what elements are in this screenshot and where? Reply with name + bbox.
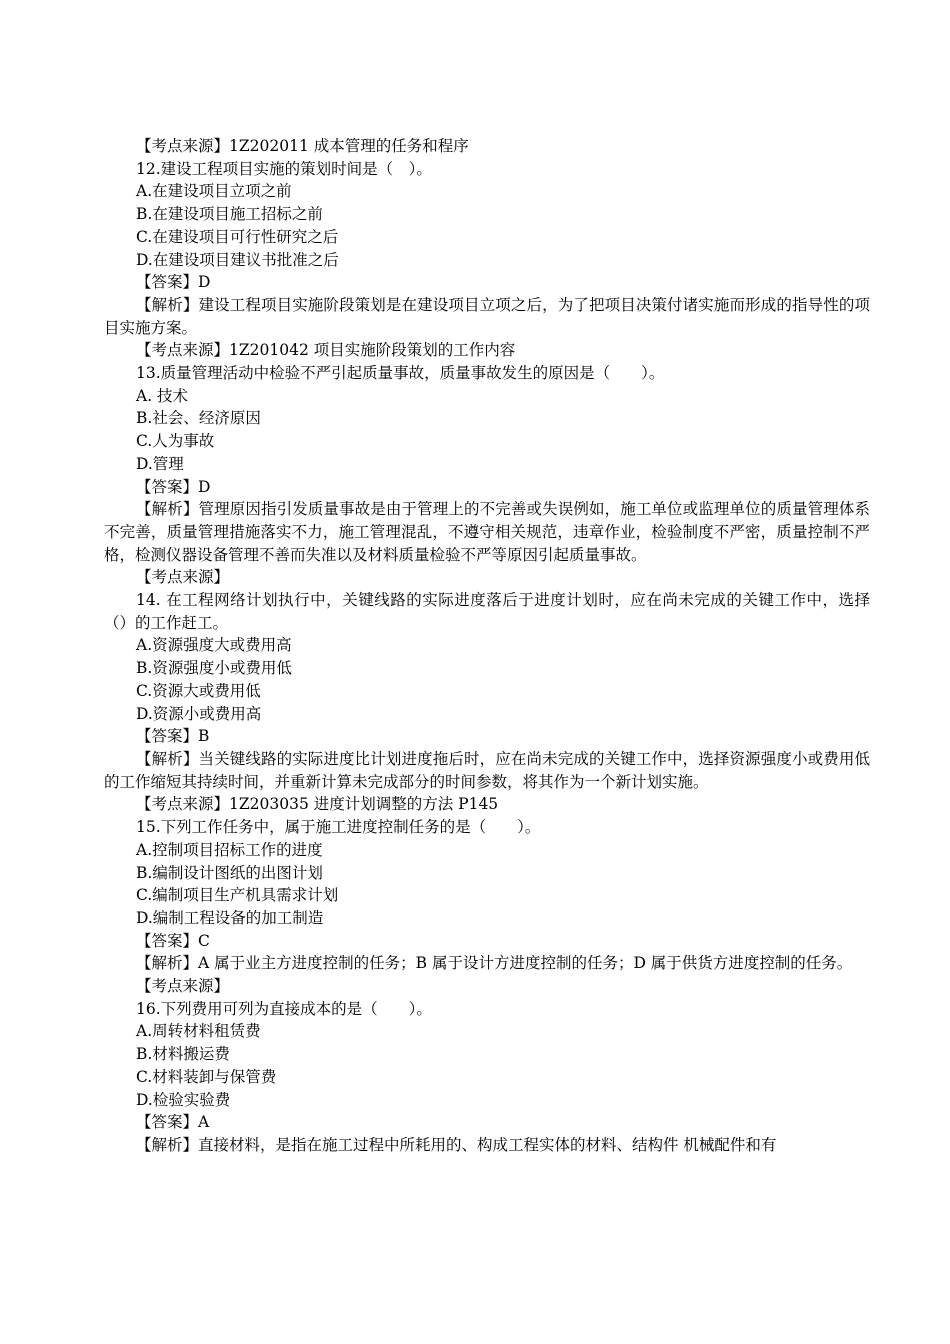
topic-source: 【考点来源】1Z203035 进度计划调整的方法 P145	[136, 795, 499, 814]
topic-source: 【考点来源】1Z201042 项目实施阶段策划的工作内容	[136, 341, 516, 360]
option-a: A.周转材料租赁费	[136, 1022, 261, 1041]
option-b: B.编制设计图纸的出图计划	[136, 863, 323, 882]
answer: 【答案】B	[136, 727, 210, 746]
document-body	[104, 135, 870, 1157]
option-c: C.资源大或费用低	[136, 681, 261, 700]
explanation: 【解析】直接材料，是指在施工过程中所耗用的、构成工程实体的材料、结构件 机械配件和有	[136, 1135, 777, 1154]
question-12: 12.建设工程项目实施的策划时间是（ ）。	[136, 159, 432, 178]
question-14: 14. 在工程网络计划执行中，关键线路的实际进度落后于进度计划时，应在尚未完成的关键工作中，选择（）的工作赶工。	[104, 591, 870, 632]
option-b: B.材料搬运费	[136, 1045, 230, 1064]
option-a: A.资源强度大或费用高	[136, 636, 292, 655]
answer: 【答案】D	[136, 273, 211, 292]
option-c: C.编制项目生产机具需求计划	[136, 886, 339, 905]
option-a: A.在建设项目立项之前	[136, 182, 292, 201]
option-d: D.编制工程设备的加工制造	[136, 908, 324, 927]
answer: 【答案】D	[136, 477, 211, 496]
option-d: D.检验实验费	[136, 1090, 231, 1109]
topic-source: 【考点来源】	[136, 977, 230, 996]
topic-source: 【考点来源】1Z202011 成本管理的任务和程序	[136, 137, 469, 155]
topic-source: 【考点来源】	[136, 568, 230, 587]
option-a: A. 技术	[136, 386, 189, 405]
option-c: C.人为事故	[136, 432, 215, 451]
question-13: 13.质量管理活动中检验不严引起质量事故，质量事故发生的原因是（ ）。	[136, 364, 665, 383]
option-b: B.社会、经济原因	[136, 409, 261, 428]
question-16: 16.下列费用可列为直接成本的是（ ）。	[136, 999, 432, 1018]
option-b: B.资源强度小或费用低	[136, 659, 292, 678]
explanation: 【解析】A 属于业主方进度控制的任务；B 属于设计方进度控制的任务；D 属于供货方进度控制的任务。	[136, 954, 853, 973]
option-b: B.在建设项目施工招标之前	[136, 205, 323, 224]
option-d: D.资源小或费用高	[136, 704, 262, 723]
answer: 【答案】C	[136, 931, 210, 950]
option-c: C.材料装卸与保管费	[136, 1067, 277, 1086]
explanation: 【解析】当关键线路的实际进度比计划进度拖后时，应在尚未完成的关键工作中，选择资源强度小或费用低的工作缩短其持续时间，并重新计算未完成部分的时间参数，将其作为一个新计划实施。	[104, 749, 870, 791]
question-15: 15.下列工作任务中，属于施工进度控制任务的是（ ）。	[136, 818, 541, 837]
option-c: C.在建设项目可行性研究之后	[136, 227, 339, 246]
explanation: 【解析】管理原因指引发质量事故是由于管理上的不完善或失误例如，施工单位或监理单位的质量管理体系不完善，质量管理措施落实不力，施工管理混乱，不遵守相关规范，违章作业，检验制度不严密，质量控制不严格，检测仪器设备管理不善而失准以及材料质量检验不严等原因引起质量事故。	[104, 500, 870, 564]
option-d: D.管理	[136, 454, 184, 473]
explanation: 【解析】建设工程项目实施阶段策划是在建设项目立项之后，为了把项目决策付诸实施而形成的指导性的项目实施方案。	[104, 295, 870, 337]
answer: 【答案】A	[136, 1113, 210, 1132]
option-a: A.控制项目招标工作的进度	[136, 840, 323, 859]
option-d: D.在建设项目建议书批准之后	[136, 250, 339, 269]
